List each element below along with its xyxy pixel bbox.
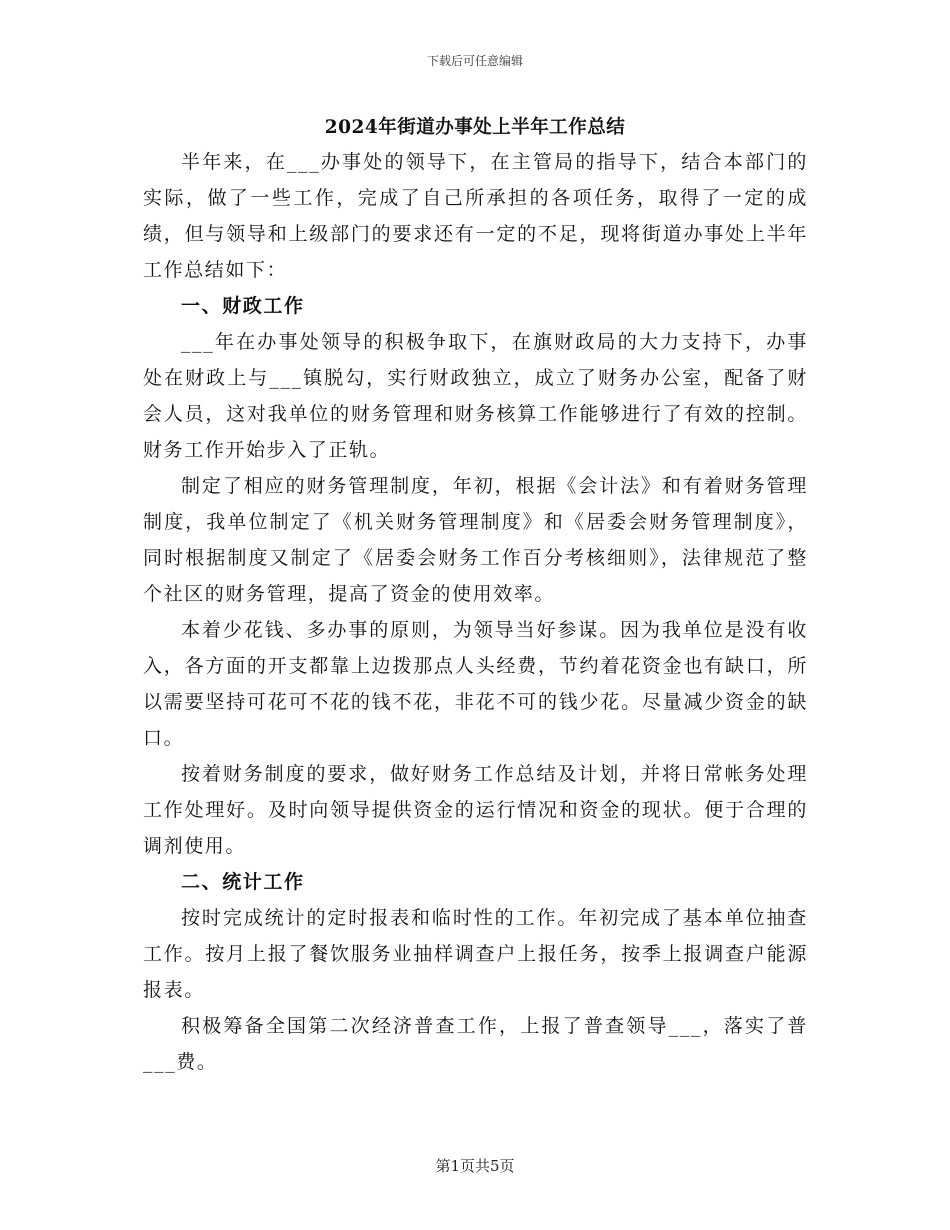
document-body — [143, 144, 808, 1080]
section-heading-finance: 一、财政工作 — [181, 295, 305, 317]
finance-paragraph-4: 按着财务制度的要求，做好财务工作总结及计划，并将日常帐务处理工作处理好。及时向领导提供资金的运行情况和资金的现状。便于合理的调剂使用。 — [143, 763, 808, 857]
finance-paragraph-2: 制定了相应的财务管理制度，年初，根据《会计法》和有着财务管理制度，我单位制定了《机关财务管理制度》和《居委会财务管理制度》，同时根据制度又制定了《居委会财务工作百分考核细则》，法律规范了整个社区的财务管理，提高了资金的使用效率。 — [143, 475, 808, 605]
page-header-note: 下载后可任意编辑 — [426, 54, 523, 68]
page-number-indicator: 第1页共5页 — [435, 1157, 515, 1175]
intro-paragraph: 半年来，在___办事处的领导下，在主管局的指导下，结合本部门的实际，做了一些工作，完成了自己所承担的各项任务，取得了一定的成绩，但与领导和上级部门的要求还有一定的不足，现将街道办事处上半年工作总结如下： — [143, 151, 808, 281]
section-heading-statistics: 二、统计工作 — [181, 871, 305, 893]
finance-paragraph-1: ___年在办事处领导的积极争取下，在旗财政局的大力支持下，办事处在财政上与___镇脱勾，实行财政独立，成立了财务办公室，配备了财会人员，这对我单位的财务管理和财务核算工作能够进行了有效的控制。财务工作开始步入了正轨。 — [143, 331, 808, 461]
document-title: 2024年街道办事处上半年工作总结 — [324, 117, 626, 138]
statistics-paragraph-1: 按时完成统计的定时报表和临时性的工作。年初完成了基本单位抽查工作。按月上报了餐饮服务业抽样调查户上报任务，按季上报调查户能源报表。 — [143, 907, 808, 1001]
statistics-paragraph-2: 积极筹备全国第二次经济普查工作，上报了普查领导___，落实了普___费。 — [143, 1015, 808, 1073]
finance-paragraph-3: 本着少花钱、多办事的原则，为领导当好参谋。因为我单位是没有收入，各方面的开支都靠上边拨那点人头经费，节约着花资金也有缺口，所以需要坚持可花可不花的钱不花，非花不可的钱少花。尽量减少资金的缺口。 — [143, 619, 808, 749]
